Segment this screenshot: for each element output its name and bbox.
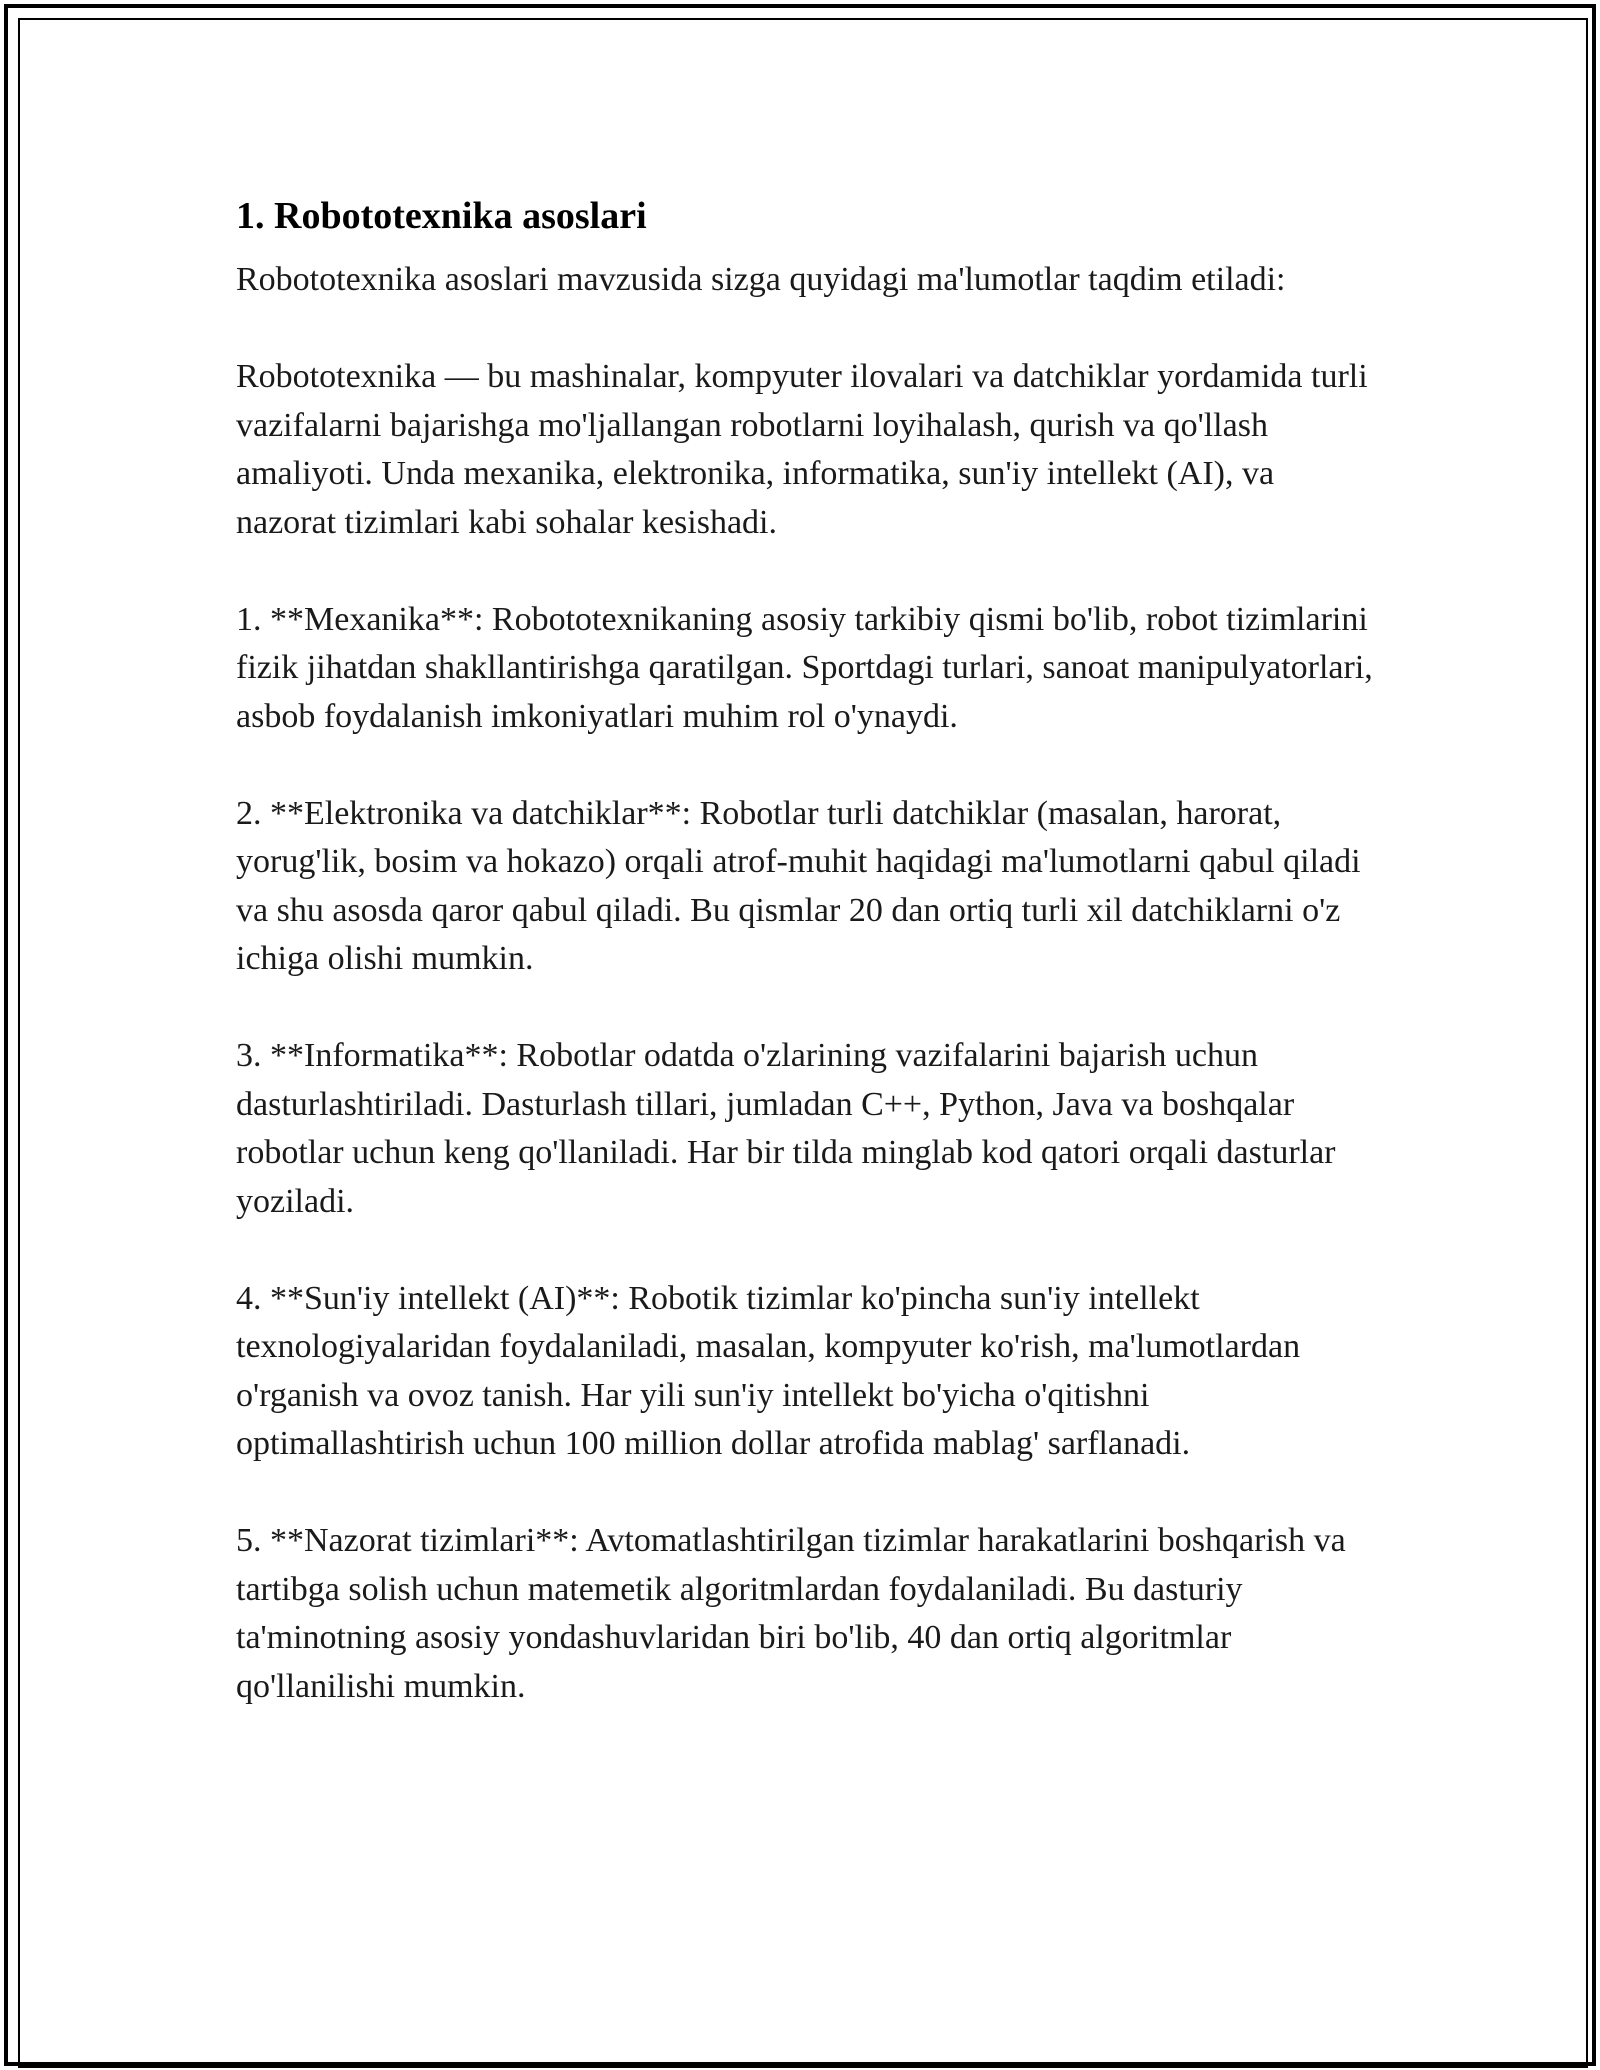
list-item-control-systems: 5. **Nazorat tizimlari**: Avtomatlashtirilgan tizimlar harakatlarini boshqarish va tartibga solish uchun matemetik algoritmlardan foydalaniladi. Bu dasturiy ta'minotning asosiy yondashuvlaridan biri bo'lib, 40 dan ortiq algoritmlar qo'llanilishi mumkin. (236, 1522, 1346, 1705)
section-heading: 1. Robototexnika asoslari (236, 195, 647, 237)
intro-paragraph: Robototexnika asoslari mavzusida sizga quyidagi ma'lumotlar taqdim etiladi: (236, 261, 1286, 298)
list-item-electronics: 2. **Elektronika va datchiklar**: Robotlar turli datchiklar (masalan, harorat, yorug'lik, bosim va hokazo) orqali atrof-muhit haqidagi ma'lumotlarni qabul qiladi va shu asosda qaror qabul qiladi. Bu qismlar 20 dan ortiq turli xil datchiklarni o'z ichiga olishi mumkin. (236, 794, 1361, 977)
list-item-mechanics: 1. **Mexanika**: Robototexnikaning asosiy tarkibiy qismi bo'lib, robot tizimlarini fizik jihatdan shakllantirishga qaratilgan. Sportdagi turlari, sanoat manipulyatorlari, asbob foydalanish imkoniyatlari muhim rol o'ynaydi. (236, 600, 1373, 735)
list-item-ai: 4. **Sun'iy intellekt (AI)**: Robotik tizimlar ko'pincha sun'iy intellekt texnologiyalaridan foydalaniladi, masalan, kompyuter ko'rish, ma'lumotlardan o'rganish va ovoz tanish. Har yili sun'iy intellekt bo'yicha o'qitishni optimallashtirish uchun 100 million dollar atrofida mablag' sarflanadi. (236, 1279, 1301, 1462)
list-item-informatics: 3. **Informatika**: Robotlar odatda o'zlarining vazifalarini bajarish uchun dasturlashtiriladi. Dasturlash tillari, jumladan C++, Python, Java va boshqalar robotlar uchun keng qo'llaniladi. Har bir tilda minglab kod qatori orqali dasturlar yoziladi. (236, 1037, 1336, 1220)
definition-paragraph: Robototexnika — bu mashinalar, kompyuter ilovalari va datchiklar yordamida turli vazifalarni bajarishga mo'ljallangan robotlarni loyihalash, qurish va qo'llash amaliyoti. Unda mexanika, elektronika, informatika, sun'iy intellekt (AI), va nazorat tizimlari kabi sohalar kesishadi. (236, 358, 1368, 541)
document-body (236, 186, 1376, 1711)
